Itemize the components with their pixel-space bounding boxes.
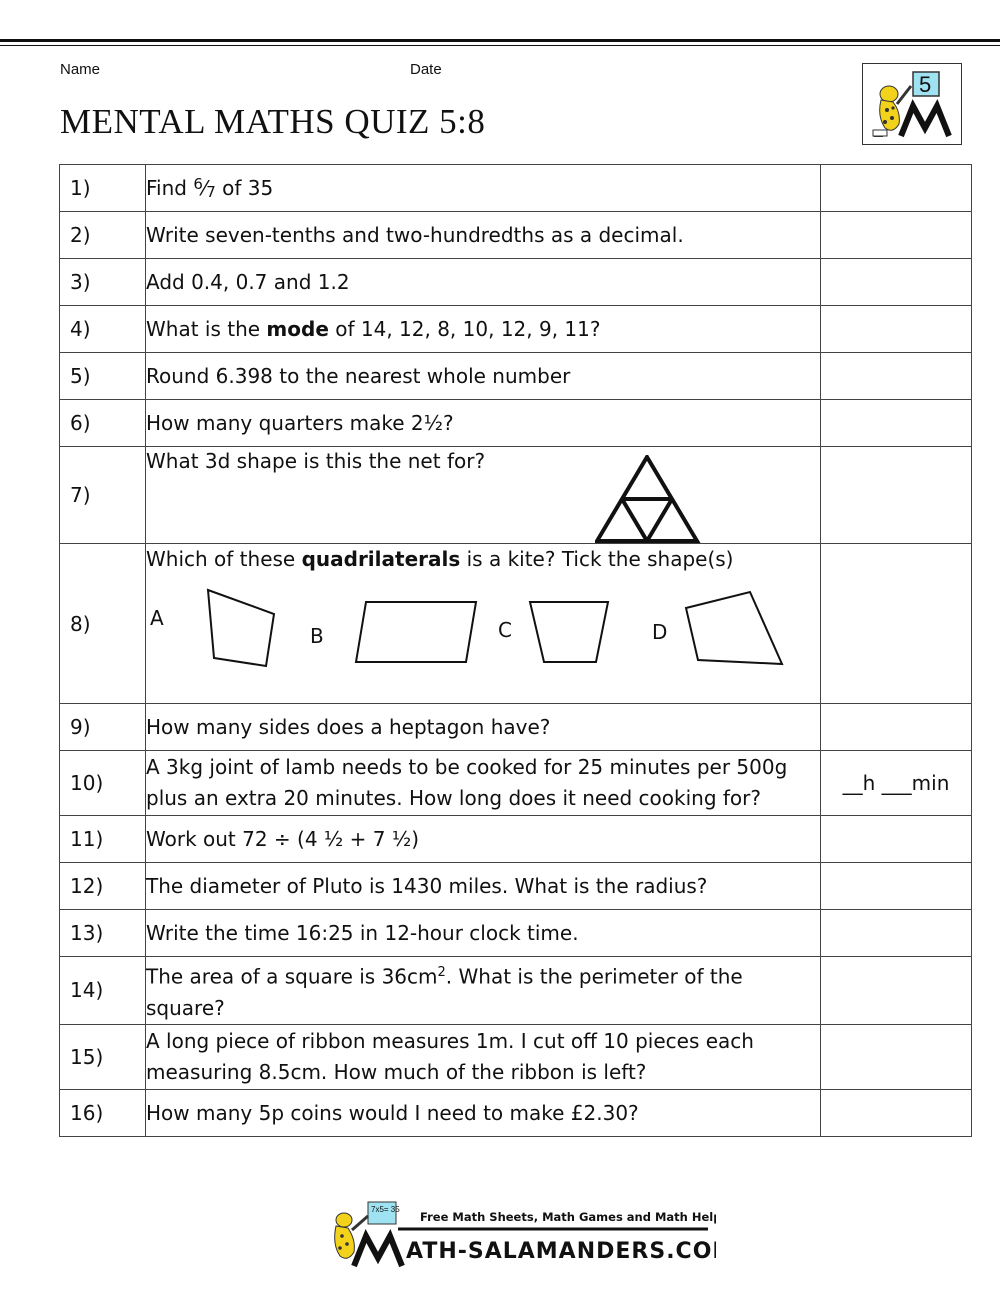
answer-box[interactable] — [821, 863, 972, 910]
question-row — [60, 1089, 972, 1136]
question-text: What 3d shape is this the net for? — [146, 447, 821, 544]
question-text: Find $^6$⁄7 of 35 — [146, 165, 821, 212]
answer-box[interactable] — [821, 1089, 972, 1136]
question-row — [60, 165, 972, 212]
quiz-table — [59, 164, 972, 1137]
question-number: 15) — [60, 1024, 146, 1089]
shape-label-b: B — [310, 624, 324, 648]
question-number: 11) — [60, 816, 146, 863]
question-text: Work out 72 ÷ (4 ½ + 7 ½) — [146, 816, 821, 863]
question-number: 7) — [60, 447, 146, 544]
question-text: Write seven-tenths and two-hundredths as a decimal. — [146, 212, 821, 259]
answer-box[interactable] — [821, 957, 972, 1025]
shape-b-parallelogram[interactable] — [352, 598, 480, 666]
question-number: 6) — [60, 400, 146, 447]
date-label: Date — [410, 61, 442, 78]
tetrahedron-net-diagram — [595, 455, 703, 543]
question-number: 2) — [60, 212, 146, 259]
question-number: 3) — [60, 259, 146, 306]
answer-box[interactable] — [821, 910, 972, 957]
question-row — [60, 863, 972, 910]
answer-box[interactable] — [821, 704, 972, 751]
question-row — [60, 353, 972, 400]
question-text: How many sides does a heptagon have? — [146, 704, 821, 751]
salamander-logo-icon — [863, 64, 961, 144]
question-text: A 3kg joint of lamb needs to be cooked for 25 minutes per 500g plus an extra 20 minutes. How long does it need cooking for? — [146, 751, 821, 816]
shape-d-quadrilateral[interactable] — [682, 588, 786, 668]
answer-box[interactable] — [821, 816, 972, 863]
question-row — [60, 910, 972, 957]
math-salamanders-logo-icon — [326, 1200, 716, 1272]
question-text: Round 6.398 to the nearest whole number — [146, 353, 821, 400]
grade-logo — [862, 63, 962, 145]
shape-c-trapezium[interactable] — [526, 598, 612, 666]
question-row — [60, 704, 972, 751]
name-label: Name — [60, 61, 101, 78]
top-rule-thin — [0, 45, 1000, 46]
page-title: MENTAL MATHS QUIZ 5:8 — [60, 102, 486, 141]
question-number: 12) — [60, 863, 146, 910]
question-row — [60, 957, 972, 1025]
question-number: 9) — [60, 704, 146, 751]
question-number: 16) — [60, 1089, 146, 1136]
answer-box[interactable] — [821, 212, 972, 259]
answer-box[interactable] — [821, 544, 972, 704]
question-number: 13) — [60, 910, 146, 957]
shape-label-a: A — [150, 606, 164, 630]
question-text: Which of these quadrilaterals is a kite? Tick the shape(s) A B C D — [146, 544, 821, 704]
shape-label-d: D — [652, 620, 668, 644]
question-text: The area of a square is $36cm^2$. What is the perimeter of the square? — [146, 957, 821, 1025]
grade-badge-text: 5 — [919, 72, 932, 97]
answer-box[interactable] — [821, 306, 972, 353]
footer-tagline: Free Math Sheets, Math Games and Math Help — [420, 1210, 716, 1224]
question-number: 10) — [60, 751, 146, 816]
answer-box[interactable] — [821, 1024, 972, 1089]
top-rule-thick — [0, 39, 1000, 42]
question-text: What is the mode of 14, 12, 8, 10, 12, 9, 11? — [146, 306, 821, 353]
question-row — [60, 447, 972, 544]
answer-box[interactable] — [821, 353, 972, 400]
question-number: 1) — [60, 165, 146, 212]
answer-box[interactable] — [821, 165, 972, 212]
question-row — [60, 212, 972, 259]
answer-box[interactable] — [821, 259, 972, 306]
question-number: 4) — [60, 306, 146, 353]
question-row — [60, 306, 972, 353]
question-text: How many quarters make 2½? — [146, 400, 821, 447]
question-text: Add 0.4, 0.7 and 1.2 — [146, 259, 821, 306]
question-row — [60, 544, 972, 704]
answer-box[interactable] — [821, 400, 972, 447]
footer-site[interactable]: ATH-SALAMANDERS.COM — [406, 1239, 716, 1264]
question-row — [60, 1024, 972, 1089]
footer-badge: 7x5= 35 — [371, 1205, 400, 1214]
question-row — [60, 816, 972, 863]
question-number: 14) — [60, 957, 146, 1025]
question-row — [60, 400, 972, 447]
question-number: 8) — [60, 544, 146, 704]
footer-logo — [326, 1200, 716, 1272]
answer-box[interactable]: __h ___min — [821, 751, 972, 816]
answer-box[interactable] — [821, 447, 972, 544]
question-text: The diameter of Pluto is 1430 miles. What is the radius? — [146, 863, 821, 910]
question-text: A long piece of ribbon measures 1m. I cut off 10 pieces each measuring 8.5cm. How much of the ribbon is left? — [146, 1024, 821, 1089]
question-text: How many 5p coins would I need to make £2.30? — [146, 1089, 821, 1136]
question-number: 5) — [60, 353, 146, 400]
question-text: Write the time 16:25 in 12-hour clock time. — [146, 910, 821, 957]
question-row — [60, 259, 972, 306]
shape-label-c: C — [498, 618, 512, 642]
question-row — [60, 751, 972, 816]
shape-a-kite[interactable] — [204, 586, 284, 670]
